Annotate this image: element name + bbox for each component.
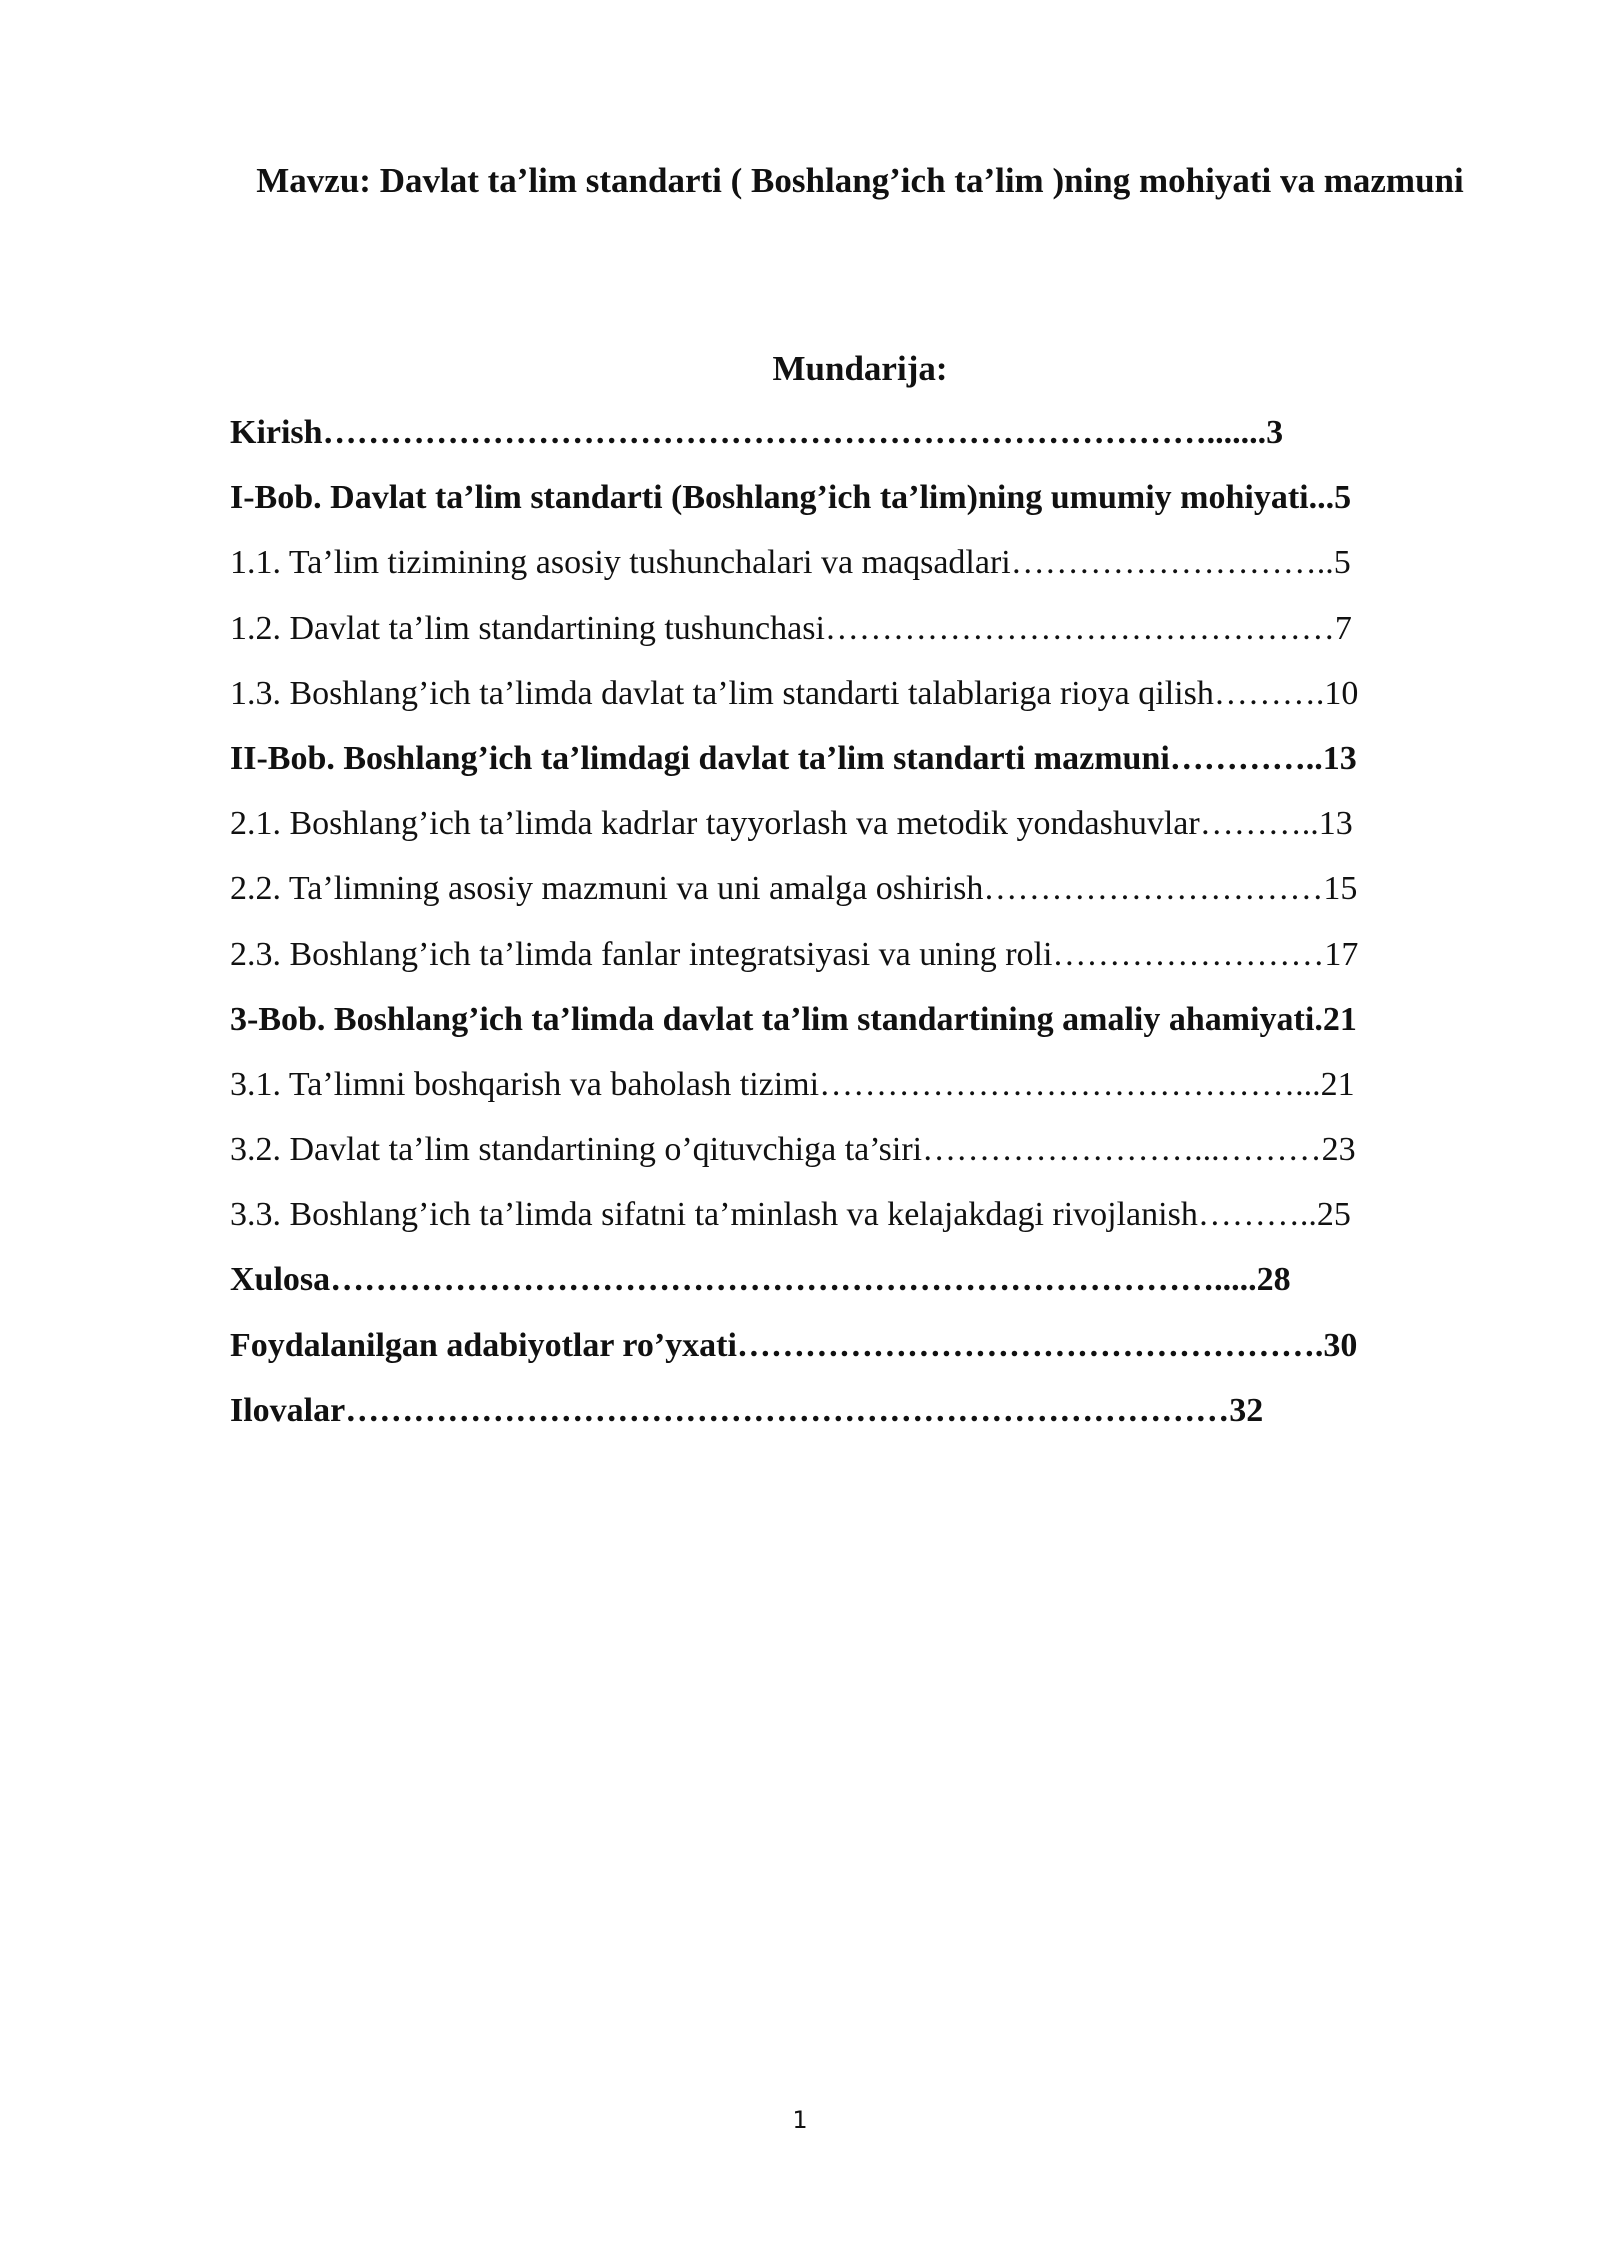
toc-entry: Kirish…………………………………………………………………….......3 — [230, 414, 1284, 451]
toc-entry: Ilovalar……………………………………………………………………32 — [230, 1391, 1264, 1429]
toc-entry: 2.3. Boshlang’ich ta’limda fanlar integratsiyasi va uning roli……………………17 — [230, 935, 1359, 973]
toc-entry: 2.2. Ta’limning asosiy mazmuni va uni amalga oshirish…………………………15 — [230, 870, 1358, 908]
toc-entry: 1.3. Boshlang’ich ta’limda davlat ta’lim standarti talablariga rioya qilish……….10 — [230, 674, 1359, 712]
document-title: Mavzu: Davlat ta’lim standarti ( Boshlang’ich ta’lim )ning mohiyati va mazmuni — [256, 161, 1464, 200]
toc-entry: 1.1. Ta’lim tizimining asosiy tushunchalari va maqsadlari………………………..5 — [230, 544, 1351, 582]
toc-entry: II-Bob. Boshlang’ich ta’limdagi davlat ta’lim standarti mazmuni…………..13 — [230, 739, 1357, 777]
toc-entry: 1.2. Davlat ta’lim standartining tushunchasi………………………………………7 — [230, 609, 1352, 647]
toc-entry: 3.2. Davlat ta’lim standartining o’qituvchiga ta’siri……………………...………23 — [230, 1131, 1356, 1169]
toc-entry: 3.3. Boshlang’ich ta’limda sifatni ta’minlash va kelajakdagi rivojlanish………..25 — [230, 1196, 1351, 1234]
page-number: 1 — [792, 2106, 808, 2134]
table-of-contents — [230, 408, 1530, 1451]
toc-entry: Xulosa…………………………………………………………………….....28 — [230, 1261, 1291, 1299]
toc-entry: 3.1. Ta’limni boshqarish va baholash tizimi……………………………………...21 — [230, 1065, 1355, 1103]
toc-entry: I-Bob. Davlat ta’lim standarti (Boshlang’ich ta’lim)ning umumiy mohiyati...5 — [230, 479, 1352, 517]
toc-entry: Foydalanilgan adabiyotlar ro’yxati…………………………………………….30 — [230, 1326, 1358, 1364]
toc-heading: Mundarija: — [772, 349, 948, 388]
toc-entry: 2.1. Boshlang’ich ta’limda kadrlar tayyorlash va metodik yondashuvlar………..13 — [230, 805, 1353, 843]
toc-entry: 3-Bob. Boshlang’ich ta’limda davlat ta’lim standartining amaliy ahamiyati.21 — [230, 1000, 1357, 1038]
